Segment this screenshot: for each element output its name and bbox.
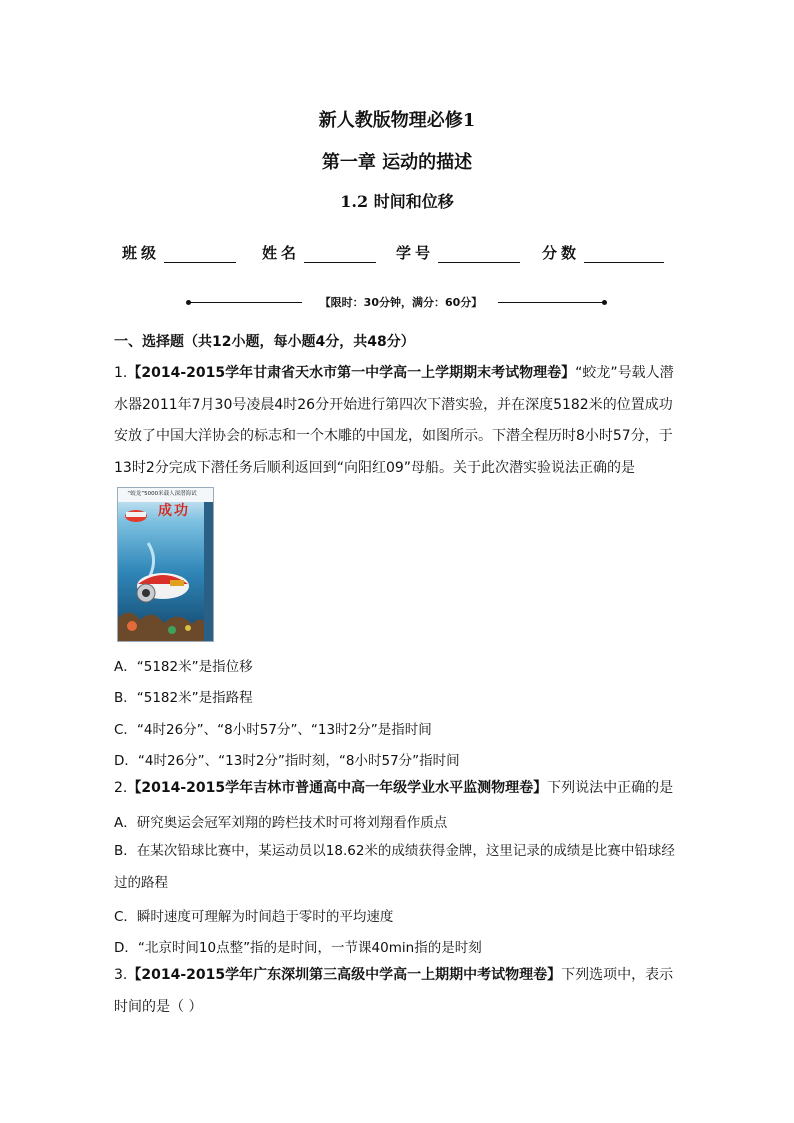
question-stem: 下列说法中正确的是 xyxy=(547,780,674,796)
q1-option-b[interactable]: B．“5182米”是指路程 xyxy=(114,690,253,706)
q2-option-c[interactable]: C．瞬时速度可理解为时间趋于零时的平均速度 xyxy=(114,909,394,925)
question-number: 1. xyxy=(114,365,128,381)
question-number: 3. xyxy=(114,967,128,983)
time-limit-banner xyxy=(186,294,608,310)
question-stem: 下列选项中，表示时间的是（ ） xyxy=(114,967,674,1015)
q2-option-b[interactable]: B．在某次铅球比赛中，某运动员以18.62米的成绩获得金牌，这里记录的成绩是比赛中铅球经过的路程 xyxy=(114,843,675,891)
question-1 xyxy=(114,358,682,484)
name-label: 姓名 xyxy=(262,244,301,262)
question-source: 【2014-2015学年吉林市普通高中高一年级学业水平监测物理卷】 xyxy=(127,780,548,796)
q1-option-a[interactable]: A．“5182米”是指位移 xyxy=(114,659,253,675)
score-field xyxy=(542,242,664,263)
submarine-figure xyxy=(117,487,214,642)
section-heading: 一、选择题（共12小题，每小题4分，共48分） xyxy=(114,334,415,350)
time-limit-text: 【限时：30分钟，满分：60分】 xyxy=(319,296,483,309)
q1-option-d[interactable]: D．“4时26分”、“13时2分”指时刻，“8小时57分”指时间 xyxy=(114,753,460,769)
name-field xyxy=(262,242,376,263)
class-label: 班级 xyxy=(122,244,161,262)
figure-headline: “蛟龙”5000米载人深潜海试 xyxy=(127,491,197,497)
figure-banner: 成功 xyxy=(158,503,190,519)
question-3 xyxy=(114,960,682,1023)
left-rule xyxy=(190,302,302,303)
score-label: 分数 xyxy=(542,244,581,262)
question-2 xyxy=(114,773,682,805)
q2-option-d[interactable]: D．“北京时间10点整”指的是时间，一节课40min指的是时刻 xyxy=(114,940,482,956)
question-number: 2. xyxy=(114,780,128,796)
q1-option-c[interactable]: C．“4时26分”、“8小时57分”、“13时2分”是指时间 xyxy=(114,722,432,738)
question-source: 【2014-2015学年广东深圳第三高级中学高一上期期中考试物理卷】 xyxy=(127,967,562,983)
student-info-row xyxy=(122,242,682,266)
class-blank[interactable] xyxy=(164,248,236,263)
question-stem: “蛟龙”号载人潜水器2011年7月30号凌晨4时26分开始进行第四次下潜实验，并在深度5182米的位置成功安放了中国大洋协会的标志和一个木雕的中国龙，如图所示。下潜全程历时8小时57分，于13时2分完成下潜任务后顺利返回到“向阳红09”母船。关于此次潜实验说法正确的是 xyxy=(114,365,674,476)
class-field xyxy=(122,242,236,263)
name-blank[interactable] xyxy=(304,248,376,263)
question-source: 【2014-2015学年甘肃省天水市第一中学高一上学期期末考试物理卷】 xyxy=(127,365,576,381)
number-label: 学号 xyxy=(396,244,435,262)
right-dot xyxy=(602,300,607,305)
chapter-title: 第一章 运动的描述 xyxy=(321,152,473,173)
number-field xyxy=(396,242,520,263)
number-blank[interactable] xyxy=(438,248,520,263)
score-blank[interactable] xyxy=(584,248,664,263)
right-rule xyxy=(498,302,604,303)
book-title: 新人教版物理必修1 xyxy=(318,110,476,131)
q2-option-a[interactable]: A．研究奥运会冠军刘翔的跨栏技术时可将刘翔看作质点 xyxy=(114,815,448,831)
section-title: 1.2 时间和位移 xyxy=(340,192,454,211)
